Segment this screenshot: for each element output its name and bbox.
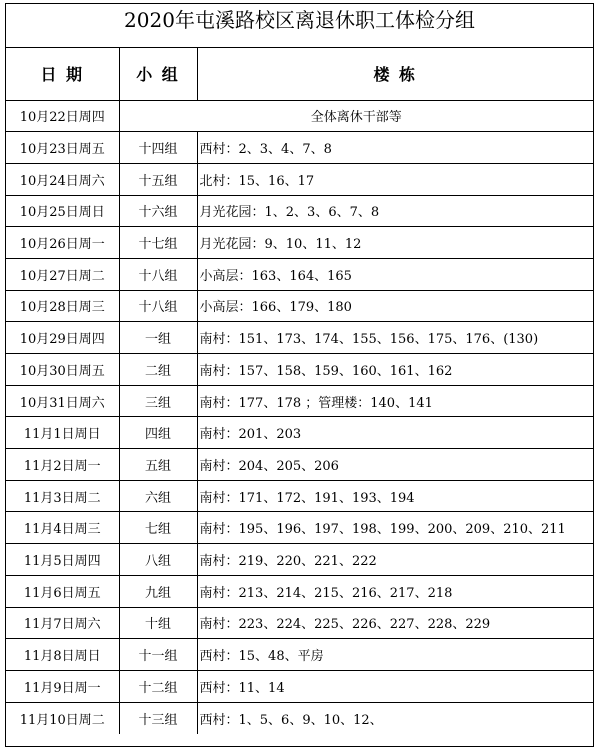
date-cell: 10月22日周四	[6, 100, 119, 132]
date-cell: 11月2日周一	[6, 449, 119, 481]
buildings-cell: 西村：1、5、6、9、10、12、	[197, 702, 593, 734]
group-cell: 十七组	[119, 227, 197, 259]
table-row	[6, 512, 593, 544]
date-cell: 10月31日周六	[6, 385, 119, 417]
group-cell: 十一组	[119, 639, 197, 671]
group-cell: 十八组	[119, 290, 197, 322]
buildings-cell: 南村：219、220、221、222	[197, 544, 593, 576]
table-row	[6, 163, 593, 195]
group-cell: 十六组	[119, 195, 197, 227]
date-cell: 11月1日周日	[6, 417, 119, 449]
table-row	[6, 227, 593, 259]
table-row	[6, 607, 593, 639]
buildings-cell: 南村：223、224、225、226、227、228、229	[197, 607, 593, 639]
table-row	[6, 544, 593, 576]
table-row	[6, 449, 593, 481]
group-cell: 一组	[119, 322, 197, 354]
group-cell: 三组	[119, 385, 197, 417]
date-cell: 10月29日周四	[6, 322, 119, 354]
schedule-table	[6, 48, 593, 734]
column-header-buildings: 楼 栋	[197, 48, 593, 100]
table-row	[6, 702, 593, 734]
group-cell: 七组	[119, 512, 197, 544]
table-row	[6, 385, 593, 417]
date-cell: 11月9日周一	[6, 670, 119, 702]
buildings-cell: 西村：2、3、4、7、8	[197, 132, 593, 164]
buildings-cell: 西村：11、14	[197, 670, 593, 702]
date-cell: 10月23日周五	[6, 132, 119, 164]
date-cell: 11月3日周二	[6, 480, 119, 512]
buildings-cell: 月光花园：9、10、11、12	[197, 227, 593, 259]
table-row	[6, 100, 593, 132]
date-cell: 11月7日周六	[6, 607, 119, 639]
date-cell: 10月24日周六	[6, 163, 119, 195]
table-row	[6, 195, 593, 227]
buildings-cell: 北村：15、16、17	[197, 163, 593, 195]
buildings-cell: 南村：204、205、206	[197, 449, 593, 481]
table-row	[6, 417, 593, 449]
buildings-cell: 西村：15、48、平房	[197, 639, 593, 671]
table-row	[6, 480, 593, 512]
table-row	[6, 575, 593, 607]
table-row	[6, 322, 593, 354]
table-row	[6, 639, 593, 671]
buildings-cell: 南村：213、214、215、216、217、218	[197, 575, 593, 607]
buildings-cell: 小高层：166、179、180	[197, 290, 593, 322]
column-header-date: 日 期	[6, 48, 119, 100]
date-cell: 10月27日周二	[6, 258, 119, 290]
table-row	[6, 290, 593, 322]
buildings-cell: 南村：177、178 ；管理楼：140、141	[197, 385, 593, 417]
group-cell: 二组	[119, 354, 197, 386]
table-row	[6, 258, 593, 290]
group-cell: 十二组	[119, 670, 197, 702]
group-cell: 九组	[119, 575, 197, 607]
table-row	[6, 132, 593, 164]
date-cell: 10月28日周三	[6, 290, 119, 322]
group-cell: 十八组	[119, 258, 197, 290]
page-title: 2020年屯溪路校区离退休职工体检分组	[6, 4, 593, 48]
date-cell: 11月4日周三	[6, 512, 119, 544]
group-cell: 十三组	[119, 702, 197, 734]
buildings-cell: 小高层：163、164、165	[197, 258, 593, 290]
date-cell: 11月8日周日	[6, 639, 119, 671]
date-cell: 10月30日周五	[6, 354, 119, 386]
table-row	[6, 670, 593, 702]
buildings-cell: 南村：171、172、191、193、194	[197, 480, 593, 512]
buildings-cell: 南村：157、158、159、160、161、162	[197, 354, 593, 386]
group-cell: 六组	[119, 480, 197, 512]
date-cell: 10月26日周一	[6, 227, 119, 259]
group-cell: 十四组	[119, 132, 197, 164]
group-cell: 四组	[119, 417, 197, 449]
schedule-sheet	[5, 3, 594, 747]
group-cell: 八组	[119, 544, 197, 576]
table-row	[6, 354, 593, 386]
column-header-group: 小 组	[119, 48, 197, 100]
group-cell: 十五组	[119, 163, 197, 195]
buildings-cell: 南村：195、196、197、198、199、200、209、210、211	[197, 512, 593, 544]
date-cell: 11月5日周四	[6, 544, 119, 576]
buildings-cell: 南村：201、203	[197, 417, 593, 449]
date-cell: 11月10日周二	[6, 702, 119, 734]
buildings-cell: 南村：151、173、174、155、156、175、176、(130)	[197, 322, 593, 354]
group-cell: 十组	[119, 607, 197, 639]
group-cell: 五组	[119, 449, 197, 481]
buildings-cell: 全体离休干部等	[119, 100, 593, 132]
buildings-cell: 月光花园：1、2、3、6、7、8	[197, 195, 593, 227]
date-cell: 10月25日周日	[6, 195, 119, 227]
date-cell: 11月6日周五	[6, 575, 119, 607]
header-row	[6, 48, 593, 100]
